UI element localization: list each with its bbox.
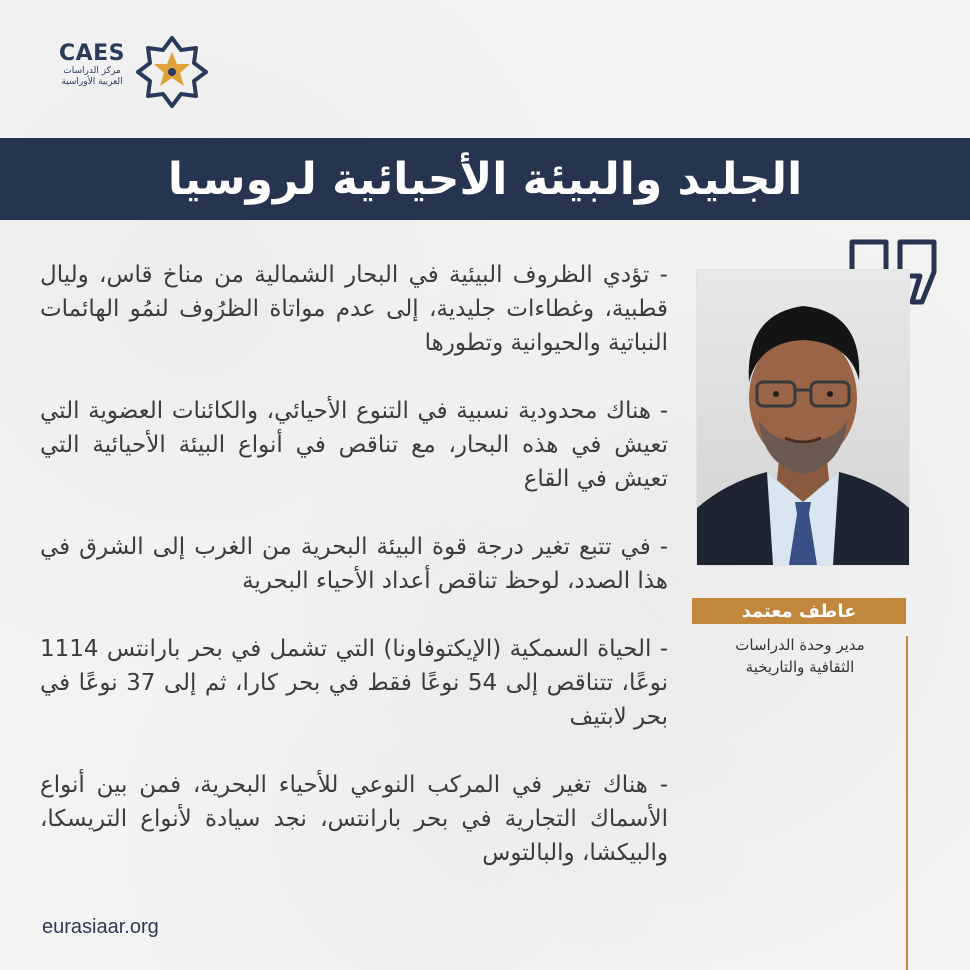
title-bar bbox=[0, 138, 970, 220]
caes-logo bbox=[52, 36, 212, 108]
paragraph-3: - في تتبع تغير درجة قوة البيئة البحرية من الغرب إلى الشرق في هذا الصدد، لوحظ تناقص أعداد الأحياء البحرية bbox=[40, 534, 668, 594]
author-photo bbox=[697, 270, 909, 565]
accent-divider bbox=[906, 636, 908, 970]
paragraph-4: - الحياة السمكية (الإيكتوفاونا) التي تشمل في بحر بارانتس 1114 نوعًا، تتناقص إلى 54 نوعًا فقط في بحر كارا، ثم إلى 37 نوعًا في بحر لابتيف bbox=[40, 636, 668, 730]
paragraph-1: - تؤدي الظروف البيئية في البحار الشمالية من مناخ قاس، وليال قطبية، وغطاءات جليدية، إلى عدم مواتاة الظرُوف لنمُو الهائمات النباتية والحيوانية وتطورها bbox=[40, 262, 668, 356]
page-title: الجليد والبيئة الأحيائية لروسيا bbox=[167, 153, 803, 205]
paragraph-2: - هناك محدودية نسبية في التنوع الأحيائي، والكائنات العضوية التي تعيش في هذه البحار، مع تناقص في أنواع البيئة الأحيائية التي تعيش في القاع bbox=[40, 398, 668, 492]
website-url: eurasiaar.org bbox=[42, 916, 159, 938]
author-name: عاطف معتمد bbox=[741, 600, 857, 622]
logo-brand: CAES bbox=[58, 41, 126, 66]
article-body bbox=[40, 258, 668, 904]
logo-text bbox=[52, 42, 132, 88]
author-role-line-1: مدير وحدة الدراسات bbox=[735, 636, 865, 654]
paragraph-5: - هناك تغير في المركب النوعي للأحياء البحرية، فمن بين أنواع الأسماك التجارية في بحر بارانتس، نجد سيادة لأنواع التريسكا، والبيكشا، والبالتوس bbox=[40, 772, 668, 866]
star-emblem-icon bbox=[136, 36, 208, 108]
author-role-line-2: الثقافية والتاريخية bbox=[745, 658, 855, 676]
author-photo-frame bbox=[697, 270, 909, 565]
logo-line-2: العربية الأوراسية bbox=[61, 77, 123, 87]
author-name-bar bbox=[692, 598, 906, 624]
logo-line-1: مركز الدراسات bbox=[63, 66, 121, 76]
author-role bbox=[700, 634, 900, 678]
